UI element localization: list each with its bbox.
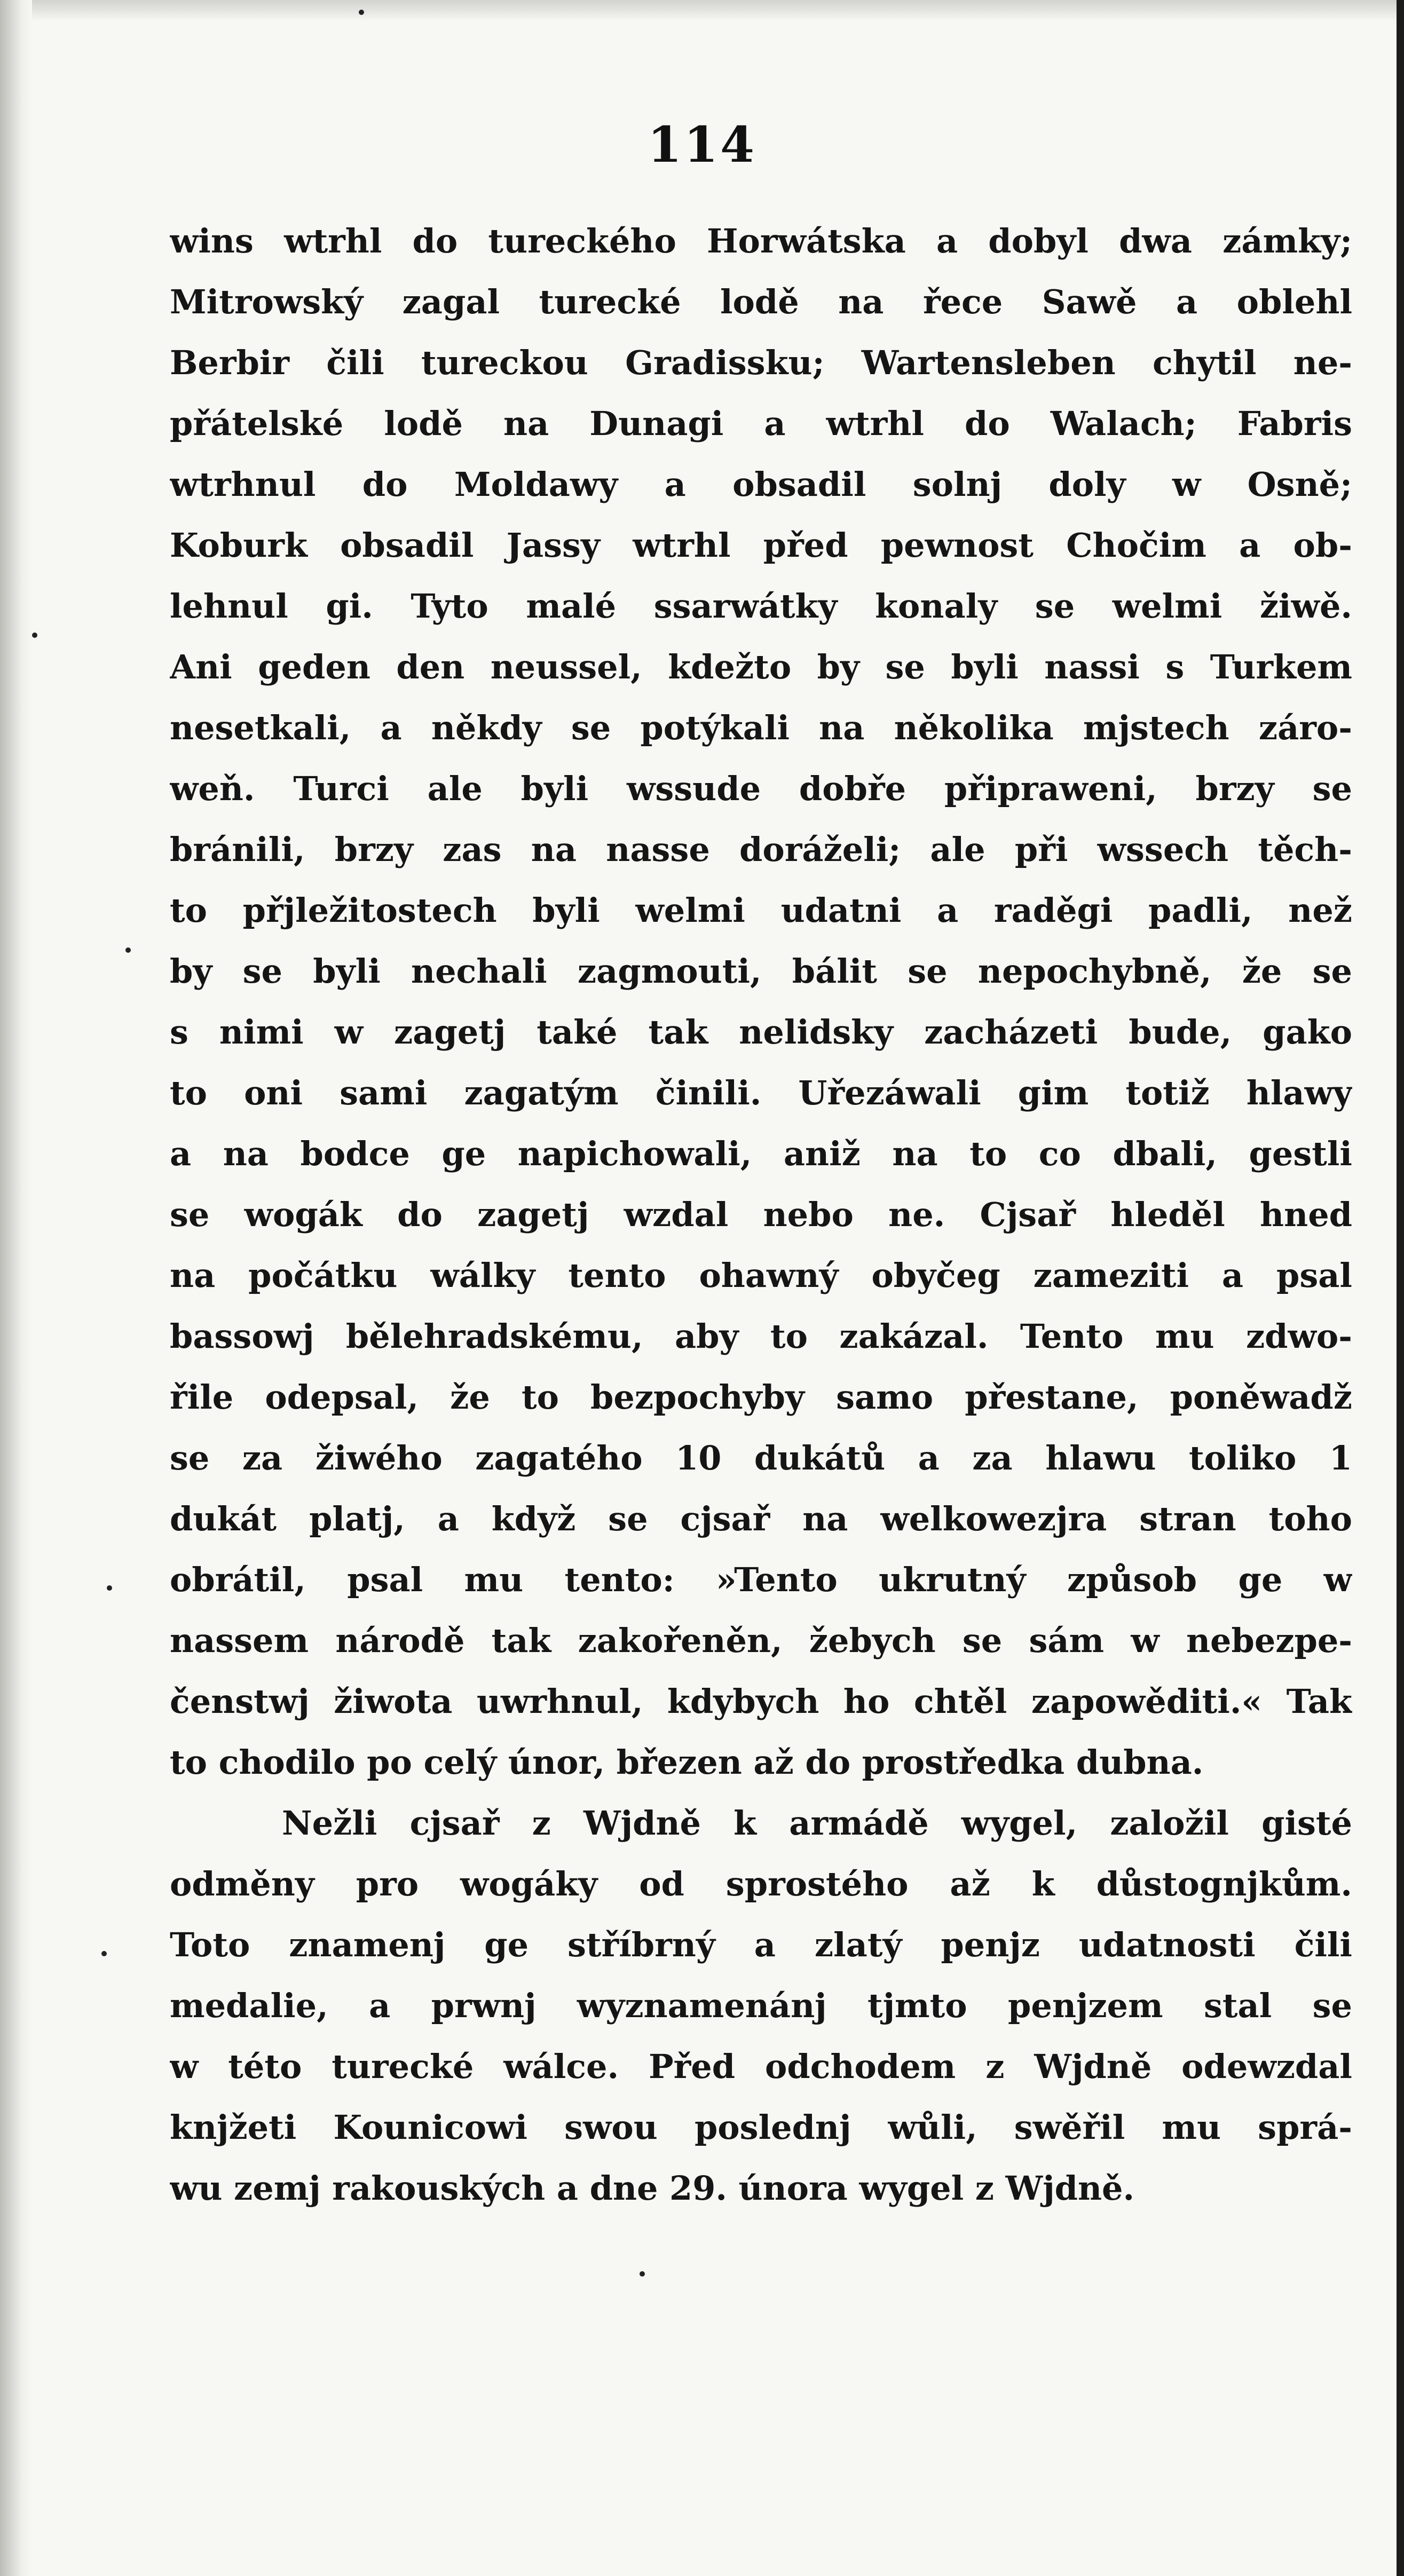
text-line: to oni sami zagatým činili. Uřezáwali gim totiž hlawy [170,1073,1352,1112]
scan-speck [640,2271,645,2277]
text-line: Toto znamenj ge stříbrný a zlatý penjz udatnosti čili [170,1925,1352,1964]
text-line: medalie, a prwnj wyznamenánj tjmto penjzem stal se [170,1986,1352,2025]
text-line: lehnul gi. Tyto malé ssarwátky konaly se welmi žiwě. [170,587,1352,626]
text-line: to chodilo po celý únor, březen až do prostředka dubna. [170,1743,1204,1782]
scan-speck [125,947,131,953]
scan-speck [101,1951,107,1956]
text-line: odměny pro wogáky od sprostého až k důstognjkům. [170,1864,1352,1903]
text-line: weň. Turci ale byli wssude dobře připraweni, brzy se [170,769,1352,808]
text-line: bránili, brzy zas na nasse doráželi; ale při wssech těch- [170,830,1352,869]
text-line: to přjležitostech byli welmi udatni a raděgi padli, než [170,891,1352,930]
text-line: na počátku wálky tento ohawný obyčeg zameziti a psal [170,1256,1352,1295]
text-line: s nimi w zagetj také tak nelidsky zacházeti bude, gako [170,1013,1352,1052]
text-line: nesetkali, a někdy se potýkali na několika mjstech záro- [170,708,1352,747]
scan-top-edge [0,0,1404,21]
text-line: knjžeti Kounicowi swou poslednj wůli, swěřil mu sprá- [170,2108,1352,2147]
text-line: wu zemj rakouských a dne 29. února wygel z Wjdně. [170,2169,1135,2208]
scan-speck [107,1585,112,1591]
text-line: Ani geden den neussel, kdežto by se byli nassi s Turkem [170,647,1352,686]
text-line: Mitrowský zagal turecké lodě na řece Sawě a oblehl [170,282,1352,321]
text-line: nassem národě tak zakořeněn, žebych se sám w nebezpe- [170,1621,1352,1660]
paragraph-first-line: Nežli cjsař z Wjdně k armádě wygel, založil gisté [282,1804,1352,1843]
text-line: wins wtrhl do tureckého Horwátska a dobyl dwa zámky; [170,222,1352,260]
text-line: w této turecké wálce. Před odchodem z Wjdně odewzdal [170,2047,1352,2086]
text-line: Berbir čili tureckou Gradissku; Wartensleben chytil ne- [170,343,1352,382]
text-line: obrátil, psal mu tento: »Tento ukrutný způsob ge w [170,1560,1352,1599]
text-line: dukát platj, a když se cjsař na welkowezjra stran toho [170,1499,1352,1538]
text-line: řile odepsal, že to bezpochyby samo přestane, poněwadž [170,1378,1352,1417]
scan-speck [32,633,37,638]
text-line: se wogák do zagetj wzdal nebo ne. Cjsař hleděl hned [170,1195,1352,1234]
text-line: wtrhnul do Moldawy a obsadil solnj doly w Osně; [170,465,1352,504]
text-line: se za žiwého zagatého 10 dukátů a za hlawu toliko 1 [170,1439,1352,1477]
text-line: bassowj bělehradskému, aby to zakázal. Tento mu zdwo- [170,1317,1352,1356]
text-line: a na bodce ge napichowali, aniž na to co dbali, gestli [170,1134,1352,1173]
scan-speck [359,10,364,15]
text-line: čenstwj žiwota uwrhnul, kdybych ho chtěl zapowěditi.« Tak [170,1682,1352,1721]
text-line: přátelské lodě na Dunagi a wtrhl do Walach; Fabris [170,404,1352,443]
body-text [170,211,1352,2219]
text-line: by se byli nechali zagmouti, bálit se nepochybně, že se [170,952,1352,991]
text-line: Koburk obsadil Jassy wtrhl před pewnost Chočim a ob- [170,526,1352,565]
scan-left-edge [0,0,32,2576]
page-number: 114 [647,116,757,173]
